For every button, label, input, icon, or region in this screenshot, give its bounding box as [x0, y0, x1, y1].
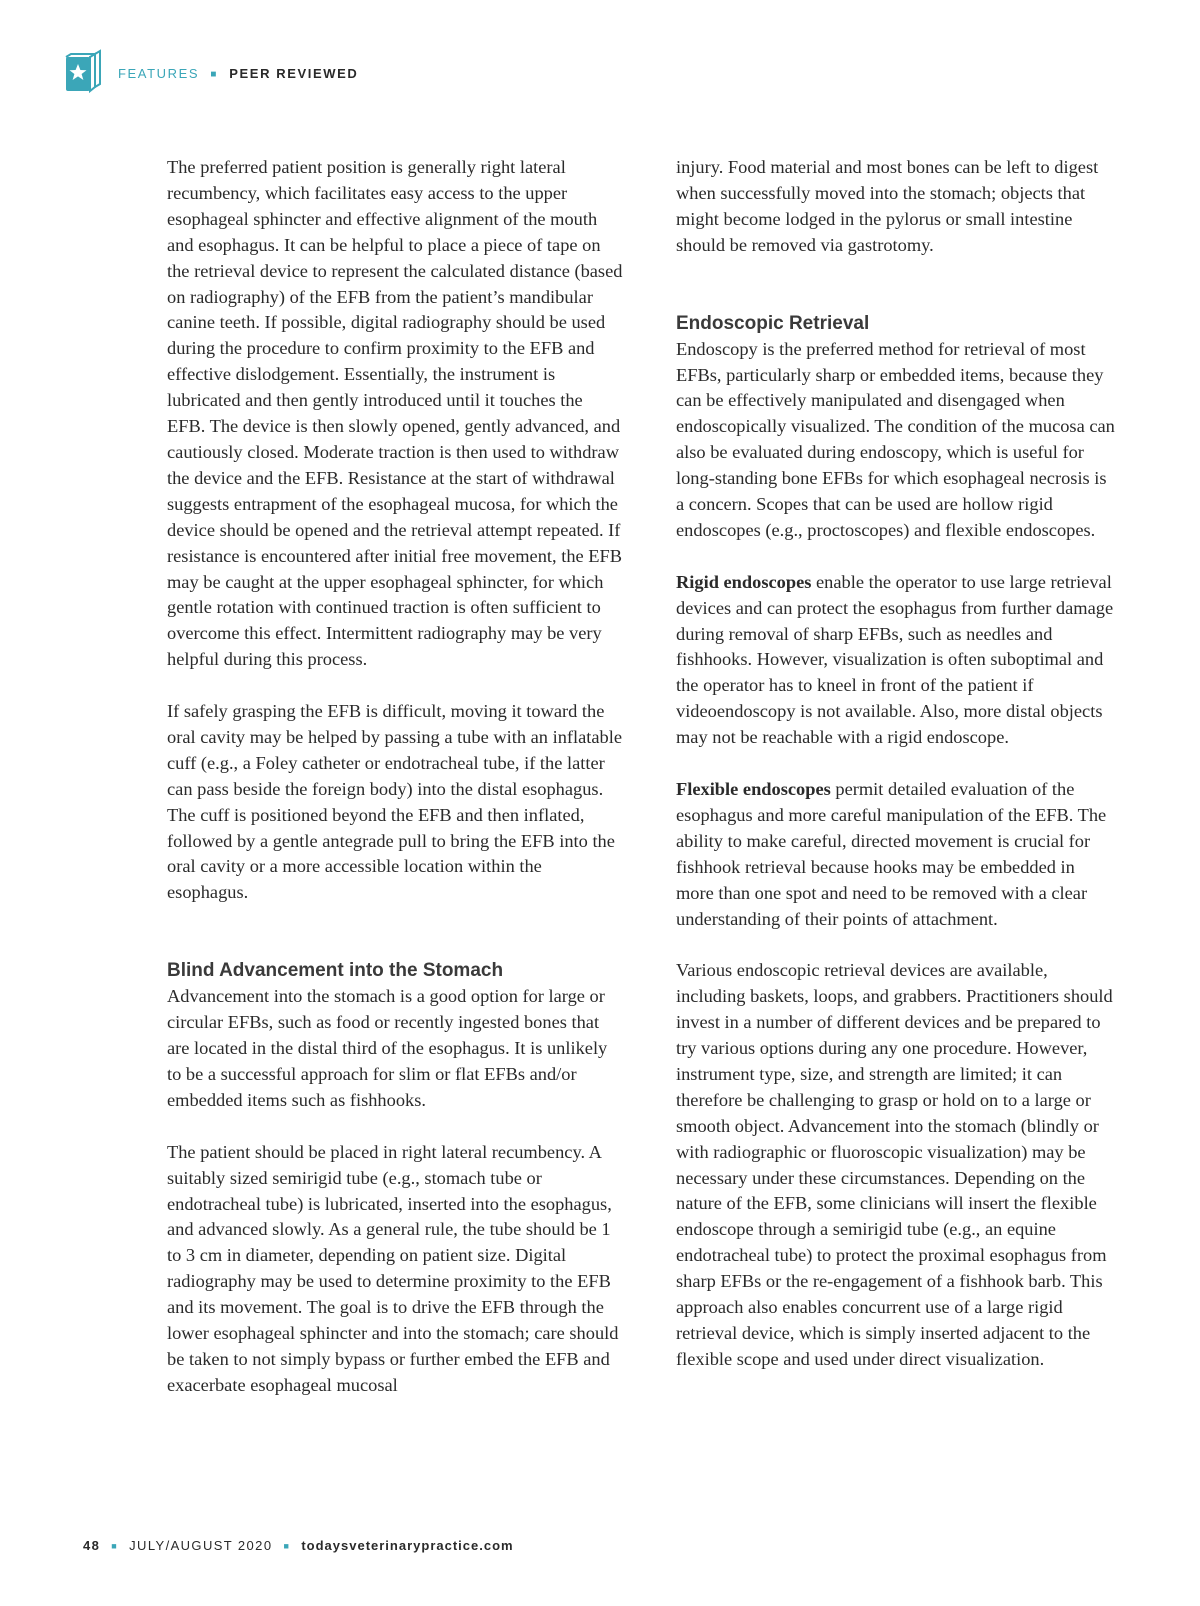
left-paragraph-3: Advancement into the stomach is a good option for large or circular EFBs, such as food or recently ingested bones that are located in the distal third of the esophagus. It is unlikely to be a successful approach for slim or flat EFBs and/or embedded items such as fishhooks. — [167, 986, 608, 1110]
page-header — [64, 48, 358, 96]
section-heading-blind-advancement: Blind Advancement into the Stomach — [167, 960, 504, 982]
book-star-icon — [64, 49, 104, 95]
right-paragraph-4 — [676, 777, 1116, 932]
website-link[interactable]: todaysveterinarypractice.com — [301, 1538, 514, 1553]
footer-separator-2: ■ — [283, 1541, 291, 1551]
right-column — [676, 155, 1116, 1373]
left-paragraph-1: The preferred patient position is generally right lateral recumbency, which facilitates easy access to the upper esophageal sphincter and effective alignment of the mouth and esophagus. It can be helpful to place a piece of tape on the retrieval device to represent the calculated distance (based on radiography) of the EFB from the patient’s mandibular canine teeth. If possible, digital radiography should be used during the procedure to confirm proximity to the EFB and effective dislodgement. Essentially, the instrument is lubricated and then gently introduced until it touches the EFB. The device is then slowly opened, gently advanced, and cautiously closed. Moderate traction is then used to withdraw the device and the EFB. Resistance at the start of withdrawal suggests entrapment of the esophageal mucosa, for which the device should be opened and the retrieval attempt repeated. If resistance is encountered after initial free movement, the EFB may be caught at the upper esophageal sphincter, for which gentle rotation with continued traction is often sufficient to overcome this effect. Intermittent radiography may be very helpful during this process. — [167, 157, 623, 670]
issue-date: JULY/AUGUST 2020 — [129, 1538, 273, 1553]
left-paragraph-4: The patient should be placed in right lateral recumbency. A suitably sized semirigid tube (e.g., stomach tube or endotracheal tube) is lubricated, inserted into the esophagus, and advanced slowly. As a general rule, the tube should be 1 to 3 cm in diameter, depending on patient size. Digital radiography may be used to determine proximity to the EFB and its movement. The goal is to drive the EFB through the lower esophageal sphincter and into the stomach; care should be taken to not simply bypass or further embed the EFB and exacerbate esophageal mucosal — [167, 1141, 619, 1395]
header-subsection: PEER REVIEWED — [229, 65, 359, 81]
header-separator: ■ — [210, 68, 219, 80]
left-column — [167, 155, 623, 1399]
header-section: FEATURES — [118, 65, 200, 81]
right-paragraph-5: Various endoscopic retrieval devices are available, including baskets, loops, and grabbers. Practitioners should invest in a number of different devices and be prepared to try various options during any one procedure. However, instrument type, size, and strength are limited; it can therefore be challenging to grasp or hold on to a large or smooth object. Advancement into the stomach (blindly or with radiographic or fluoroscopic visualization) may be necessary under these circumstances. Depending on the nature of the EFB, some clinicians will insert the flexible endoscope through a semirigid tube (e.g., an equine endotracheal tube) to protect the proximal esophagus from sharp EFBs or the re-engagement of a fishhook barb. This approach also enables concurrent use of a large rigid retrieval device, which is simply inserted adjacent to the flexible scope and used under direct visualization. — [676, 960, 1113, 1369]
page-number: 48 — [83, 1538, 101, 1553]
right-paragraph-2: Endoscopy is the preferred method for retrieval of most EFBs, particularly sharp or embedded items, because they can be effectively manipulated and disengaged when endoscopically visualized. The condition of the mucosa can also be evaluated during endoscopy, which is useful for long-standing bone EFBs for which esophageal necrosis is a concern. Scopes that can be used are hollow rigid endoscopes (e.g., proctoscopes) and flexible endoscopes. — [676, 338, 1115, 540]
left-paragraph-2: If safely grasping the EFB is difficult, moving it toward the oral cavity may be helped by passing a tube with an inflatable cuff (e.g., a Foley catheter or endotracheal tube, if the latter can pass beside the foreign body) into the distal esophagus. The cuff is positioned beyond the EFB and then inflated, followed by a gentle antegrade pull to bring the EFB into the oral cavity or a more accessible location within the esophagus. — [167, 701, 623, 903]
right-paragraph-3-body: enable the operator to use large retrieval devices and can protect the esophagus from further damage during removal of sharp EFBs, such as needles and fishhooks. However, visualization is often suboptimal and the operator has to kneel in front of the patient if videoendoscopy is not available. Also, more distal objects may not be reachable with a rigid endoscope. — [676, 571, 1114, 748]
right-paragraph-1: injury. Food material and most bones can be left to digest when successfully moved into the stomach; objects that might become lodged in the pylorus or small intestine should be removed via gastrotomy. — [676, 157, 1099, 255]
rigid-endoscopes-term: Rigid endoscopes — [676, 571, 812, 592]
section-heading-endoscopic-retrieval: Endoscopic Retrieval — [676, 312, 870, 334]
footer-separator-1: ■ — [111, 1541, 119, 1551]
right-paragraph-3 — [676, 570, 1116, 751]
flexible-endoscopes-term: Flexible endoscopes — [676, 779, 831, 799]
right-paragraph-4-body: permit detailed evaluation of the esophagus and more careful manipulation of the EFB. The ability to make careful, directed movement is crucial for fishhook retrieval because hooks may be embedded in more than one spot and need to be removed with a clear understanding of their points of attachment. — [676, 779, 1107, 929]
header-label — [118, 66, 358, 81]
page-footer — [83, 1538, 514, 1553]
